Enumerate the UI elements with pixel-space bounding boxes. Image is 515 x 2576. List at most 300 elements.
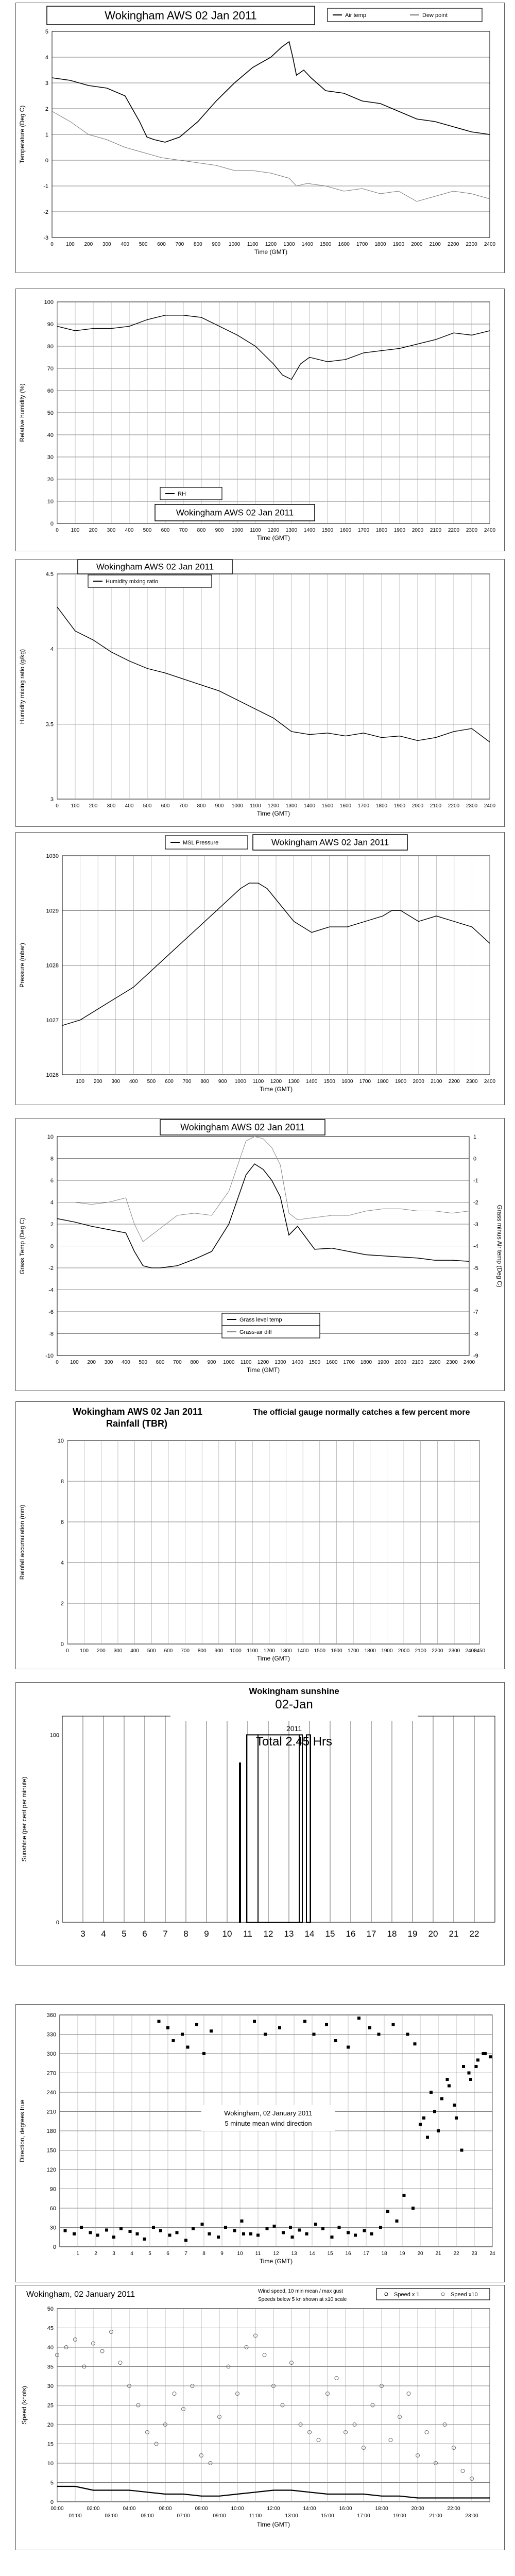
- y-tick-label: 4: [50, 1199, 54, 1206]
- direction-point: [460, 2149, 464, 2152]
- x-tick-label: 5: [122, 1929, 127, 1939]
- x-tick-label: 9: [204, 1929, 209, 1939]
- y-axis-label: Rainfall accumulation (mm): [19, 1504, 26, 1580]
- sunshine-chart: [16, 1683, 504, 1965]
- x-tick-label: 1100: [247, 1648, 258, 1654]
- y-tick-label: 6: [50, 1178, 54, 1184]
- x-tick-label: 19: [399, 2251, 405, 2257]
- x-tick-label: 2100: [415, 1648, 426, 1654]
- x-tick-label: 1700: [357, 803, 370, 809]
- y-tick-label: -4: [48, 1287, 54, 1294]
- direction-point: [437, 2129, 440, 2132]
- y-tick-label: 0: [60, 1641, 64, 1648]
- direction-point: [241, 2219, 244, 2223]
- x-tick-label: 1700: [343, 1360, 355, 1365]
- chart-subtitle: 02-Jan: [275, 1698, 313, 1711]
- x-tick-label: 1800: [364, 1648, 376, 1654]
- y-tick-label: 0: [56, 1920, 59, 1926]
- x-tick-label: 1900: [394, 1079, 407, 1084]
- y2-tick-label: -5: [473, 1265, 478, 1272]
- chart-title: Wokingham sunshine: [249, 1686, 339, 1696]
- x-tick-label: 1900: [393, 528, 406, 533]
- direction-point: [331, 2235, 334, 2239]
- x-tick-label: 600: [161, 803, 170, 809]
- x-tick-label: 24: [489, 2251, 495, 2257]
- y-tick-label: 2: [45, 106, 48, 112]
- direction-point: [403, 2194, 406, 2197]
- x-tick-label: 600: [161, 528, 170, 533]
- x-tick-label: 300: [102, 242, 111, 247]
- x-tick-label: 1000: [231, 803, 244, 809]
- mixing-ratio-chart: [16, 560, 504, 826]
- direction-point: [73, 2232, 76, 2235]
- y-tick-label: 50: [47, 2306, 54, 2312]
- x-tick-label: 2200: [448, 242, 459, 247]
- direction-point: [224, 2226, 227, 2229]
- x-tick-label: 300: [111, 1079, 121, 1084]
- y2-tick-label: -8: [473, 1331, 478, 1337]
- x-tick-label: 1300: [280, 1648, 292, 1654]
- chart-title: Wokingham, 02 January 2011: [26, 2290, 135, 2299]
- plot-area: [67, 1440, 479, 1644]
- sunshine-block: [239, 1763, 241, 1922]
- y-tick-label: 90: [49, 2186, 56, 2193]
- y2-tick-label: -1: [473, 1178, 478, 1184]
- x-tick-label: 00:00: [50, 2506, 64, 2512]
- legend-label: Humidity mixing ratio: [106, 579, 159, 585]
- y-tick-label: 3: [45, 80, 48, 87]
- x-tick-label: 1500: [308, 1360, 321, 1365]
- x-tick-label: 13: [291, 2251, 297, 2257]
- temperature-chart-panel: [15, 3, 505, 273]
- y-tick-label: 45: [47, 2325, 54, 2332]
- y-tick-label: 1027: [46, 1017, 59, 1024]
- direction-point: [305, 2232, 308, 2235]
- direction-point: [321, 2227, 324, 2230]
- y-tick-label: 80: [47, 344, 54, 350]
- x-tick-label: 1900: [381, 1648, 393, 1654]
- x-tick-label: 19:00: [393, 2513, 406, 2519]
- x-tick-label: 1900: [393, 803, 406, 809]
- x-tick-label: 1300: [288, 1079, 300, 1084]
- x-tick-label: 1800: [377, 1079, 389, 1084]
- y-tick-label: 0: [50, 1243, 54, 1250]
- humidity-chart: [16, 289, 504, 551]
- y-tick-label: 3.5: [45, 721, 54, 728]
- y-tick-label: -2: [43, 209, 48, 215]
- x-tick-label: 900: [207, 1360, 216, 1365]
- x-tick-label: 10: [222, 1929, 232, 1939]
- y-axis-label: Pressure (mbar): [19, 943, 26, 988]
- x-tick-label: 20: [417, 2251, 423, 2257]
- y2-tick-label: -3: [473, 1222, 478, 1228]
- x-tick-label: 300: [107, 528, 116, 533]
- x-tick-label: 2300: [466, 803, 478, 809]
- x-tick-label: 1800: [375, 803, 388, 809]
- x-tick-label: 16: [345, 2251, 351, 2257]
- y2-tick-label: -6: [473, 1287, 478, 1294]
- x-tick-label: 2300: [446, 1360, 458, 1365]
- x-tick-label: 800: [200, 1079, 210, 1084]
- legend-label: Air temp: [345, 12, 366, 19]
- x-tick-label: 1600: [338, 242, 350, 247]
- x-tick-label: 4: [130, 2251, 133, 2257]
- direction-point: [143, 2238, 146, 2241]
- direction-point: [264, 2033, 267, 2036]
- x-tick-label: 1200: [257, 1360, 269, 1365]
- y-tick-label: 40: [47, 432, 54, 438]
- x-tick-label: 17: [363, 2251, 369, 2257]
- chart-subtitle: 5 minute mean wind direction: [225, 2120, 312, 2127]
- mixing-ratio-chart-panel: [15, 559, 505, 827]
- y-tick-label: -2: [48, 1265, 54, 1272]
- x-tick-label: 1100: [250, 528, 261, 533]
- x-tick-label: 1900: [377, 1360, 389, 1365]
- direction-point: [266, 2227, 269, 2230]
- direction-point: [354, 2234, 357, 2237]
- x-tick-label: 16: [346, 1929, 356, 1939]
- y2-tick-label: 1: [473, 1134, 477, 1140]
- direction-point: [159, 2229, 162, 2232]
- x-tick-label: 1400: [301, 242, 313, 247]
- direction-point: [440, 2097, 443, 2100]
- x-tick-label: 17: [366, 1929, 376, 1939]
- direction-point: [377, 2033, 381, 2036]
- y-tick-label: 8: [50, 1156, 54, 1162]
- humidity-chart-panel: [15, 289, 505, 551]
- x-tick-label: 600: [165, 1079, 174, 1084]
- x-tick-label: 1600: [326, 1360, 338, 1365]
- direction-point: [476, 2059, 479, 2062]
- direction-point: [370, 2232, 373, 2235]
- chart-subtitle: Rainfall (TBR): [106, 1418, 167, 1429]
- direction-point: [334, 2039, 337, 2042]
- x-tick-label: 500: [139, 242, 148, 247]
- direction-point: [347, 2231, 350, 2234]
- direction-point: [166, 2026, 169, 2029]
- x-tick-label: 800: [190, 1360, 199, 1365]
- direction-point: [210, 2029, 213, 2032]
- x-tick-label: 01:00: [68, 2513, 82, 2519]
- x-tick-label: 400: [125, 803, 134, 809]
- x-tick-label: 19: [407, 1929, 418, 1939]
- chart-total: Total 2.45 Hrs: [255, 1735, 333, 1749]
- direction-point: [242, 2232, 245, 2235]
- x-tick-label: 1800: [374, 242, 386, 247]
- x-tick-label: 7: [184, 2251, 187, 2257]
- x-axis-label: Time (GMT): [259, 2258, 293, 2265]
- x-tick-label: 1400: [291, 1360, 303, 1365]
- y-tick-label: 1029: [46, 908, 59, 914]
- x-tick-label: 6: [142, 1929, 147, 1939]
- x-tick-label: 2300: [448, 1648, 460, 1654]
- x-tick-label: 2400: [484, 528, 496, 533]
- x-tick-label: 21:00: [429, 2513, 442, 2519]
- x-tick-label: 22:00: [447, 2506, 460, 2512]
- direction-point: [426, 2136, 429, 2139]
- x-axis-label: Time (GMT): [246, 1366, 280, 1374]
- x-tick-label: 21: [449, 1929, 459, 1939]
- y-tick-label: 4: [45, 55, 48, 61]
- x-tick-label: 1000: [223, 1360, 235, 1365]
- rainfall-chart-panel: [15, 1401, 505, 1669]
- direction-point: [419, 2123, 422, 2126]
- x-tick-label: 2200: [448, 528, 460, 533]
- y-tick-label: 10: [57, 1438, 64, 1444]
- x-tick-label: 400: [121, 242, 130, 247]
- direction-point: [291, 2235, 294, 2239]
- x-tick-label: 1900: [392, 242, 405, 247]
- chart-note: The official gauge normally catches a few percent more: [253, 1408, 470, 1417]
- x-tick-label: 400: [125, 528, 134, 533]
- x-tick-label: 1300: [274, 1360, 286, 1365]
- y-tick-label: 35: [47, 2364, 54, 2370]
- x-tick-label: 1700: [359, 1079, 371, 1084]
- x-tick-label: 400: [121, 1360, 130, 1365]
- direction-point: [253, 2020, 256, 2023]
- grass-temp-chart-panel: [15, 1118, 505, 1391]
- x-tick-label: 700: [179, 528, 188, 533]
- direction-point: [282, 2231, 285, 2234]
- x-tick-label: 2200: [448, 803, 460, 809]
- direction-point: [414, 2042, 417, 2045]
- sunshine-chart-panel: [15, 1682, 505, 1965]
- chart-title: Wokingham, 02 January 2011: [224, 2109, 313, 2117]
- direction-point: [468, 2072, 471, 2075]
- x-tick-label: 200: [87, 1360, 96, 1365]
- x-tick-label: 1100: [250, 803, 261, 809]
- x-tick-label: 15: [325, 1929, 335, 1939]
- direction-point: [392, 2023, 395, 2026]
- x-tick-label: 09:00: [213, 2513, 226, 2519]
- direction-point: [313, 2033, 316, 2036]
- direction-point: [455, 2116, 458, 2120]
- x-tick-label: 1200: [267, 528, 280, 533]
- x-tick-label: 300: [104, 1360, 113, 1365]
- x-tick-label: 100: [71, 803, 80, 809]
- x-tick-label: 300: [113, 1648, 123, 1654]
- y-axis-label: Humidity mixing ratio (g/kg): [19, 649, 26, 724]
- x-axis-label: Time (GMT): [256, 1655, 290, 1662]
- direction-point: [119, 2227, 123, 2230]
- x-tick-label: 2100: [411, 1360, 424, 1365]
- x-tick-label: 23: [471, 2251, 477, 2257]
- x-tick-label: 2100: [430, 528, 442, 533]
- chart-title: Wokingham AWS 02 Jan 2011: [176, 507, 294, 518]
- x-tick-label: 18: [387, 1929, 397, 1939]
- x-tick-label: 700: [173, 1360, 182, 1365]
- direction-point: [249, 2232, 252, 2235]
- direction-point: [453, 2104, 456, 2107]
- x-tick-label: 500: [143, 803, 152, 809]
- direction-point: [448, 2084, 451, 2088]
- x-tick-label: 1200: [265, 242, 277, 247]
- direction-point: [379, 2226, 382, 2229]
- direction-point: [357, 2016, 360, 2020]
- x-tick-label: 1400: [306, 1079, 318, 1084]
- direction-point: [325, 2023, 328, 2026]
- x-tick-label: 2200: [429, 1360, 441, 1365]
- direction-point: [195, 2023, 198, 2026]
- y-tick-label: 25: [47, 2402, 54, 2409]
- direction-point: [338, 2226, 341, 2229]
- y-axis-label: Sunshine (per cent per minute): [21, 1776, 28, 1862]
- x-tick-label: 1000: [231, 528, 244, 533]
- x-tick-label: 23:00: [465, 2513, 478, 2519]
- chart-title: Wokingham AWS 02 Jan 2011: [180, 1122, 305, 1132]
- y-tick-label: 20: [47, 2422, 54, 2428]
- direction-point: [278, 2026, 281, 2029]
- x-tick-label: 1: [76, 2251, 79, 2257]
- chart-subtitle: Wind speed, 10 min mean / max gust: [258, 2289, 344, 2294]
- x-tick-label: 2200: [448, 1079, 460, 1084]
- x-tick-label: 1100: [247, 242, 259, 247]
- y-tick-label: 5: [45, 29, 48, 35]
- direction-point: [186, 2046, 190, 2049]
- x-tick-label: 2100: [429, 242, 441, 247]
- wind-direction-chart-panel: [15, 2004, 505, 2282]
- x-tick-label: 1000: [229, 242, 241, 247]
- x-tick-label: 1500: [320, 242, 332, 247]
- y-tick-label: 100: [44, 299, 54, 306]
- y-tick-label: 0: [50, 521, 54, 527]
- x-tick-label: 2400: [484, 1079, 496, 1084]
- rainfall-chart: [16, 1402, 504, 1669]
- y-tick-label: 4: [50, 646, 54, 653]
- x-tick-label: 1200: [267, 803, 280, 809]
- x-tick-label: 15:00: [321, 2513, 334, 2519]
- x-tick-label: 8: [183, 1929, 188, 1939]
- x-tick-label: 1000: [234, 1079, 246, 1084]
- direction-point: [406, 2033, 409, 2036]
- direction-point: [158, 2020, 161, 2023]
- x-tick-label: 0: [66, 1648, 69, 1654]
- x-tick-label: 13:00: [285, 2513, 298, 2519]
- direction-point: [172, 2039, 175, 2042]
- x-tick-label: 200: [84, 242, 93, 247]
- x-axis-label: Time (GMT): [256, 534, 290, 541]
- direction-point: [314, 2223, 317, 2226]
- y-tick-label: 1028: [46, 962, 59, 969]
- wind-speed-chart: [16, 2285, 504, 2550]
- y-tick-label: 50: [47, 410, 54, 416]
- x-tick-label: 200: [96, 1648, 106, 1654]
- wind-direction-chart: [16, 2005, 504, 2282]
- direction-point: [475, 2065, 478, 2068]
- x-tick-label: 12:00: [267, 2506, 280, 2512]
- x-tick-label: 14: [309, 2251, 315, 2257]
- x-tick-label: 1200: [263, 1648, 275, 1654]
- y-tick-label: 360: [46, 2012, 56, 2019]
- x-tick-label: 9: [220, 2251, 224, 2257]
- y-tick-label: 0: [45, 158, 48, 164]
- wind-speed-chart-panel: [15, 2285, 505, 2550]
- x-tick-label: 12: [263, 1929, 273, 1939]
- y-tick-label: 40: [47, 2345, 54, 2351]
- direction-point: [184, 2239, 187, 2242]
- x-tick-label: 1700: [357, 528, 370, 533]
- direction-point: [96, 2234, 99, 2237]
- x-tick-label: 1800: [375, 528, 388, 533]
- legend-label: Speed x10: [451, 2292, 478, 2298]
- y-axis-label: Temperature (Deg C): [19, 105, 26, 164]
- x-tick-label: 700: [179, 803, 188, 809]
- x-tick-label: 1400: [303, 528, 316, 533]
- y-tick-label: 4.5: [45, 571, 54, 578]
- y-tick-label: 1: [45, 132, 48, 138]
- direction-point: [112, 2235, 115, 2239]
- direction-point: [64, 2229, 67, 2232]
- x-tick-label: 2000: [411, 528, 424, 533]
- x-tick-label: 2300: [466, 528, 478, 533]
- x-tick-label: 11: [255, 2251, 261, 2257]
- x-tick-label: 07:00: [177, 2513, 190, 2519]
- x-axis-label: Time (GMT): [254, 248, 288, 256]
- direction-point: [80, 2226, 83, 2229]
- x-tick-label: 800: [197, 528, 206, 533]
- y-tick-label: 0: [50, 2499, 54, 2505]
- x-tick-label: 1100: [240, 1360, 252, 1365]
- y2-tick-label: 0: [473, 1156, 477, 1162]
- x-tick-label: 1500: [323, 1079, 335, 1084]
- x-tick-label: 100: [70, 1360, 79, 1365]
- y-tick-label: 180: [46, 2128, 56, 2134]
- x-tick-label: 1300: [285, 528, 298, 533]
- y-axis-label: Relative humidity (%): [19, 383, 26, 442]
- y-tick-label: 120: [46, 2167, 56, 2173]
- y-tick-label: 60: [47, 388, 54, 394]
- x-tick-label: 100: [80, 1648, 89, 1654]
- y-tick-label: 30: [47, 2383, 54, 2389]
- x-tick-label: 22: [453, 2251, 459, 2257]
- x-tick-label: 500: [139, 1360, 148, 1365]
- x-tick-label: 200: [89, 803, 98, 809]
- x-tick-label: 1500: [314, 1648, 325, 1654]
- y-tick-label: -1: [43, 183, 48, 190]
- legend-label: Speed x 1: [394, 2292, 420, 2298]
- direction-point: [256, 2234, 260, 2237]
- y-tick-label: 8: [60, 1479, 64, 1485]
- y-tick-label: 15: [47, 2441, 54, 2448]
- x-tick-label: 1700: [356, 242, 368, 247]
- x-tick-label: 2: [94, 2251, 97, 2257]
- x-tick-label: 900: [218, 1079, 227, 1084]
- x-tick-label: 1600: [339, 528, 352, 533]
- x-tick-label: 200: [93, 1079, 102, 1084]
- x-tick-label: 12: [273, 2251, 279, 2257]
- x-tick-label: 03:00: [105, 2513, 118, 2519]
- x-tick-label: 11: [243, 1929, 252, 1939]
- y-tick-label: 2: [50, 1222, 54, 1228]
- x-tick-label: 7: [163, 1929, 168, 1939]
- direction-point: [208, 2232, 211, 2235]
- x-tick-label: 10: [237, 2251, 243, 2257]
- x-tick-label: 900: [214, 1648, 224, 1654]
- direction-point: [430, 2091, 433, 2094]
- x-tick-label: 14:00: [303, 2506, 316, 2512]
- chart-title: Wokingham AWS 02 Jan 2011: [96, 562, 214, 572]
- x-tick-label: 14: [304, 1929, 315, 1939]
- direction-point: [386, 2210, 389, 2213]
- x-tick-label: 2100: [430, 803, 442, 809]
- x-axis-label: Time (GMT): [256, 2521, 290, 2528]
- x-tick-label: 2000: [413, 1079, 424, 1084]
- direction-point: [433, 2110, 436, 2113]
- direction-point: [411, 2207, 415, 2210]
- direction-point: [89, 2231, 92, 2234]
- chart-note: Speeds below 5 kn shown at x10 scale: [258, 2297, 347, 2302]
- y2-tick-label: -2: [473, 1199, 478, 1206]
